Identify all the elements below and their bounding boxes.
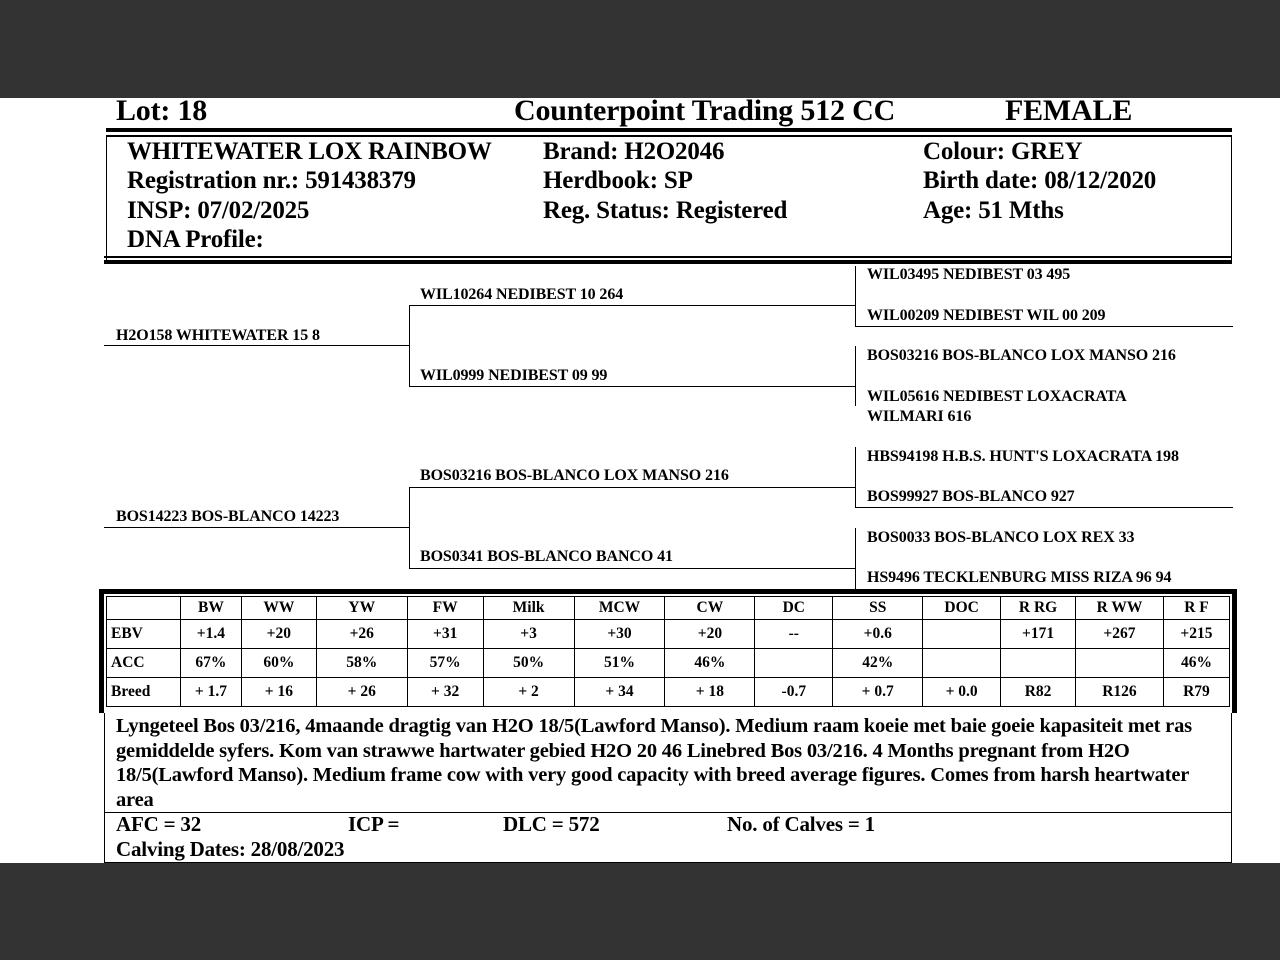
lot-number: Lot: 18 — [116, 94, 208, 127]
breed-cell: + 18 — [665, 678, 755, 707]
breed-cell: R126 — [1076, 678, 1164, 707]
pedigree-dss: HBS94198 H.B.S. HUNT'S LOXACRATA 198 — [867, 448, 1179, 465]
brand: Brand: H2O2046 — [543, 138, 725, 165]
ebv-header-row — [107, 597, 1230, 620]
header-rule-thick — [106, 128, 1232, 132]
ebv-header-cell: BW — [180, 597, 241, 620]
pedigree-line — [104, 345, 409, 346]
acc-row-label: ACC — [107, 649, 181, 678]
breed-cell: + 1.7 — [180, 678, 241, 707]
ebv-cell: +20 — [665, 620, 755, 649]
breed-cell: + 2 — [483, 678, 574, 707]
ebv-cell: +0.6 — [833, 620, 923, 649]
pedigree-line — [855, 447, 856, 507]
ebv-header-cell: R F — [1163, 597, 1229, 620]
pedigree-sire-sire: WIL10264 NEDIBEST 10 264 — [420, 286, 624, 303]
ebv-frame-top — [99, 589, 1237, 594]
insp-date: INSP: 07/02/2025 — [127, 197, 310, 224]
pedigree-sire-dam: WIL0999 NEDIBEST 09 99 — [420, 367, 608, 384]
pedigree-line — [409, 568, 856, 569]
animal-name: WHITEWATER LOX RAINBOW — [127, 138, 492, 165]
acc-cell: 57% — [407, 649, 483, 678]
herdbook: Herdbook: SP — [543, 167, 693, 194]
breed-cell: + 16 — [241, 678, 316, 707]
ebv-header-cell: WW — [241, 597, 316, 620]
breed-cell: + 32 — [407, 678, 483, 707]
pedigree-sdd-line2: WILMARI 616 — [867, 408, 972, 425]
ebv-cell: +171 — [1001, 620, 1076, 649]
ebv-row — [107, 620, 1230, 649]
afc-value: AFC = 32 — [116, 812, 202, 836]
comment-border-right — [1231, 713, 1232, 863]
breed-cell: + 0.7 — [833, 678, 923, 707]
pedigree-ssd: WIL00209 NEDIBEST WIL 00 209 — [867, 307, 1106, 324]
ebv-frame-right — [1232, 589, 1237, 713]
ebv-cell: +26 — [316, 620, 407, 649]
ebv-cell: +31 — [407, 620, 483, 649]
acc-cell: 50% — [483, 649, 574, 678]
ebv-header-cell: MCW — [574, 597, 665, 620]
ebv-table — [106, 596, 1230, 707]
dna-profile: DNA Profile: — [127, 226, 264, 253]
comment-border-left — [104, 713, 105, 863]
pedigree-line — [855, 266, 856, 326]
pedigree-dsd: BOS99927 BOS-BLANCO 927 — [867, 488, 1075, 505]
pedigree-line — [409, 487, 410, 569]
breed-cell: -0.7 — [755, 678, 833, 707]
ebv-header-cell: FW — [407, 597, 483, 620]
ebv-header-cell: SS — [833, 597, 923, 620]
ebv-cell: +3 — [483, 620, 574, 649]
breed-cell: R79 — [1163, 678, 1229, 707]
header-rule-thin — [106, 135, 1232, 137]
pedigree-line — [855, 326, 1233, 327]
ebv-cell: +20 — [241, 620, 316, 649]
acc-cell — [755, 649, 833, 678]
ebv-header-cell: DC — [755, 597, 833, 620]
ebv-header-cell: YW — [316, 597, 407, 620]
breed-cell: + 26 — [316, 678, 407, 707]
acc-cell: 67% — [180, 649, 241, 678]
lot-comment: Lyngeteel Bos 03/216, 4maande dragtig van H2O 18/5(Lawford Manso). Medium raam koeie met baie goeie kapasiteit met ras gemiddelde syfers. Kom van strawwe hartwater gebied H2O 20 46 Linebred Bos 03/216. 4 Months pregnant from H2O 18/5(Lawford Manso). Medium frame cow with very good capacity with breed average figures. Comes from harsh heartwater area — [116, 715, 1192, 811]
ebv-header-cell: Milk — [483, 597, 574, 620]
acc-cell — [923, 649, 1001, 678]
pedigree-line — [409, 305, 856, 306]
pedigree-sdd: WIL05616 NEDIBEST LOXACRATA — [867, 388, 1127, 405]
seller-name: Counterpoint Trading 512 CC — [514, 94, 896, 127]
acc-cell: 51% — [574, 649, 665, 678]
acc-cell — [1001, 649, 1076, 678]
acc-cell — [1076, 649, 1164, 678]
sex-label: FEMALE — [1005, 94, 1133, 127]
birth-date: Birth date: 08/12/2020 — [923, 167, 1157, 194]
pedigree-dam: BOS14223 BOS-BLANCO 14223 — [116, 508, 340, 525]
pedigree-sds: BOS03216 BOS-BLANCO LOX MANSO 216 — [867, 347, 1176, 364]
ebv-cell: +1.4 — [180, 620, 241, 649]
calves-count: No. of Calves = 1 — [727, 812, 875, 836]
pedigree-line — [409, 386, 856, 387]
ebv-frame-left — [99, 589, 104, 713]
ebv-cell: +30 — [574, 620, 665, 649]
ebv-header-cell — [107, 597, 181, 620]
registration-number: Registration nr.: 591438379 — [127, 167, 416, 194]
pedigree-line — [855, 346, 856, 406]
pedigree-line — [855, 528, 856, 590]
icp-value: ICP = — [348, 812, 400, 836]
info-rule-thick — [104, 260, 1232, 264]
acc-cell: 60% — [241, 649, 316, 678]
pedigree-line — [104, 527, 409, 528]
lot-sheet — [0, 94, 1280, 863]
pedigree-dam-dam: BOS0341 BOS-BLANCO BANCO 41 — [420, 548, 673, 565]
footer-rule — [104, 862, 1232, 863]
info-border-right — [1231, 137, 1232, 260]
pedigree-line — [409, 487, 856, 488]
calving-dates: Calving Dates: 28/08/2023 — [116, 837, 345, 861]
ebv-header-cell: CW — [665, 597, 755, 620]
pedigree-line — [855, 507, 1233, 508]
pedigree-line — [409, 305, 410, 387]
breed-row — [107, 678, 1230, 707]
pedigree-ddd: HS9496 TECKLENBURG MISS RIZA 96 94 — [867, 569, 1172, 586]
age: Age: 51 Mths — [923, 197, 1064, 224]
ebv-row-label: EBV — [107, 620, 181, 649]
ebv-cell: +215 — [1163, 620, 1229, 649]
ebv-cell — [923, 620, 1001, 649]
acc-cell: 58% — [316, 649, 407, 678]
breed-cell: + 34 — [574, 678, 665, 707]
ebv-cell: -- — [755, 620, 833, 649]
ebv-header-cell: R RG — [1001, 597, 1076, 620]
pedigree-dds: BOS0033 BOS-BLANCO LOX REX 33 — [867, 529, 1135, 546]
breed-cell: R82 — [1001, 678, 1076, 707]
acc-cell: 46% — [665, 649, 755, 678]
comment-rule — [104, 812, 1232, 813]
acc-row — [107, 649, 1230, 678]
acc-cell: 42% — [833, 649, 923, 678]
ebv-header-cell: DOC — [923, 597, 1001, 620]
pedigree-sire: H2O158 WHITEWATER 15 8 — [116, 327, 320, 344]
pedigree-sss: WIL03495 NEDIBEST 03 495 — [867, 266, 1071, 283]
acc-cell: 46% — [1163, 649, 1229, 678]
breed-cell: + 0.0 — [923, 678, 1001, 707]
info-border-left — [106, 137, 107, 260]
pedigree-dam-sire: BOS03216 BOS-BLANCO LOX MANSO 216 — [420, 467, 729, 484]
ebv-cell: +267 — [1076, 620, 1164, 649]
registration-status: Reg. Status: Registered — [543, 197, 788, 224]
dlc-value: DLC = 572 — [503, 812, 600, 836]
ebv-header-cell: R WW — [1076, 597, 1164, 620]
breed-row-label: Breed — [107, 678, 181, 707]
colour: Colour: GREY — [923, 138, 1083, 165]
info-rule-thin — [104, 256, 1232, 258]
